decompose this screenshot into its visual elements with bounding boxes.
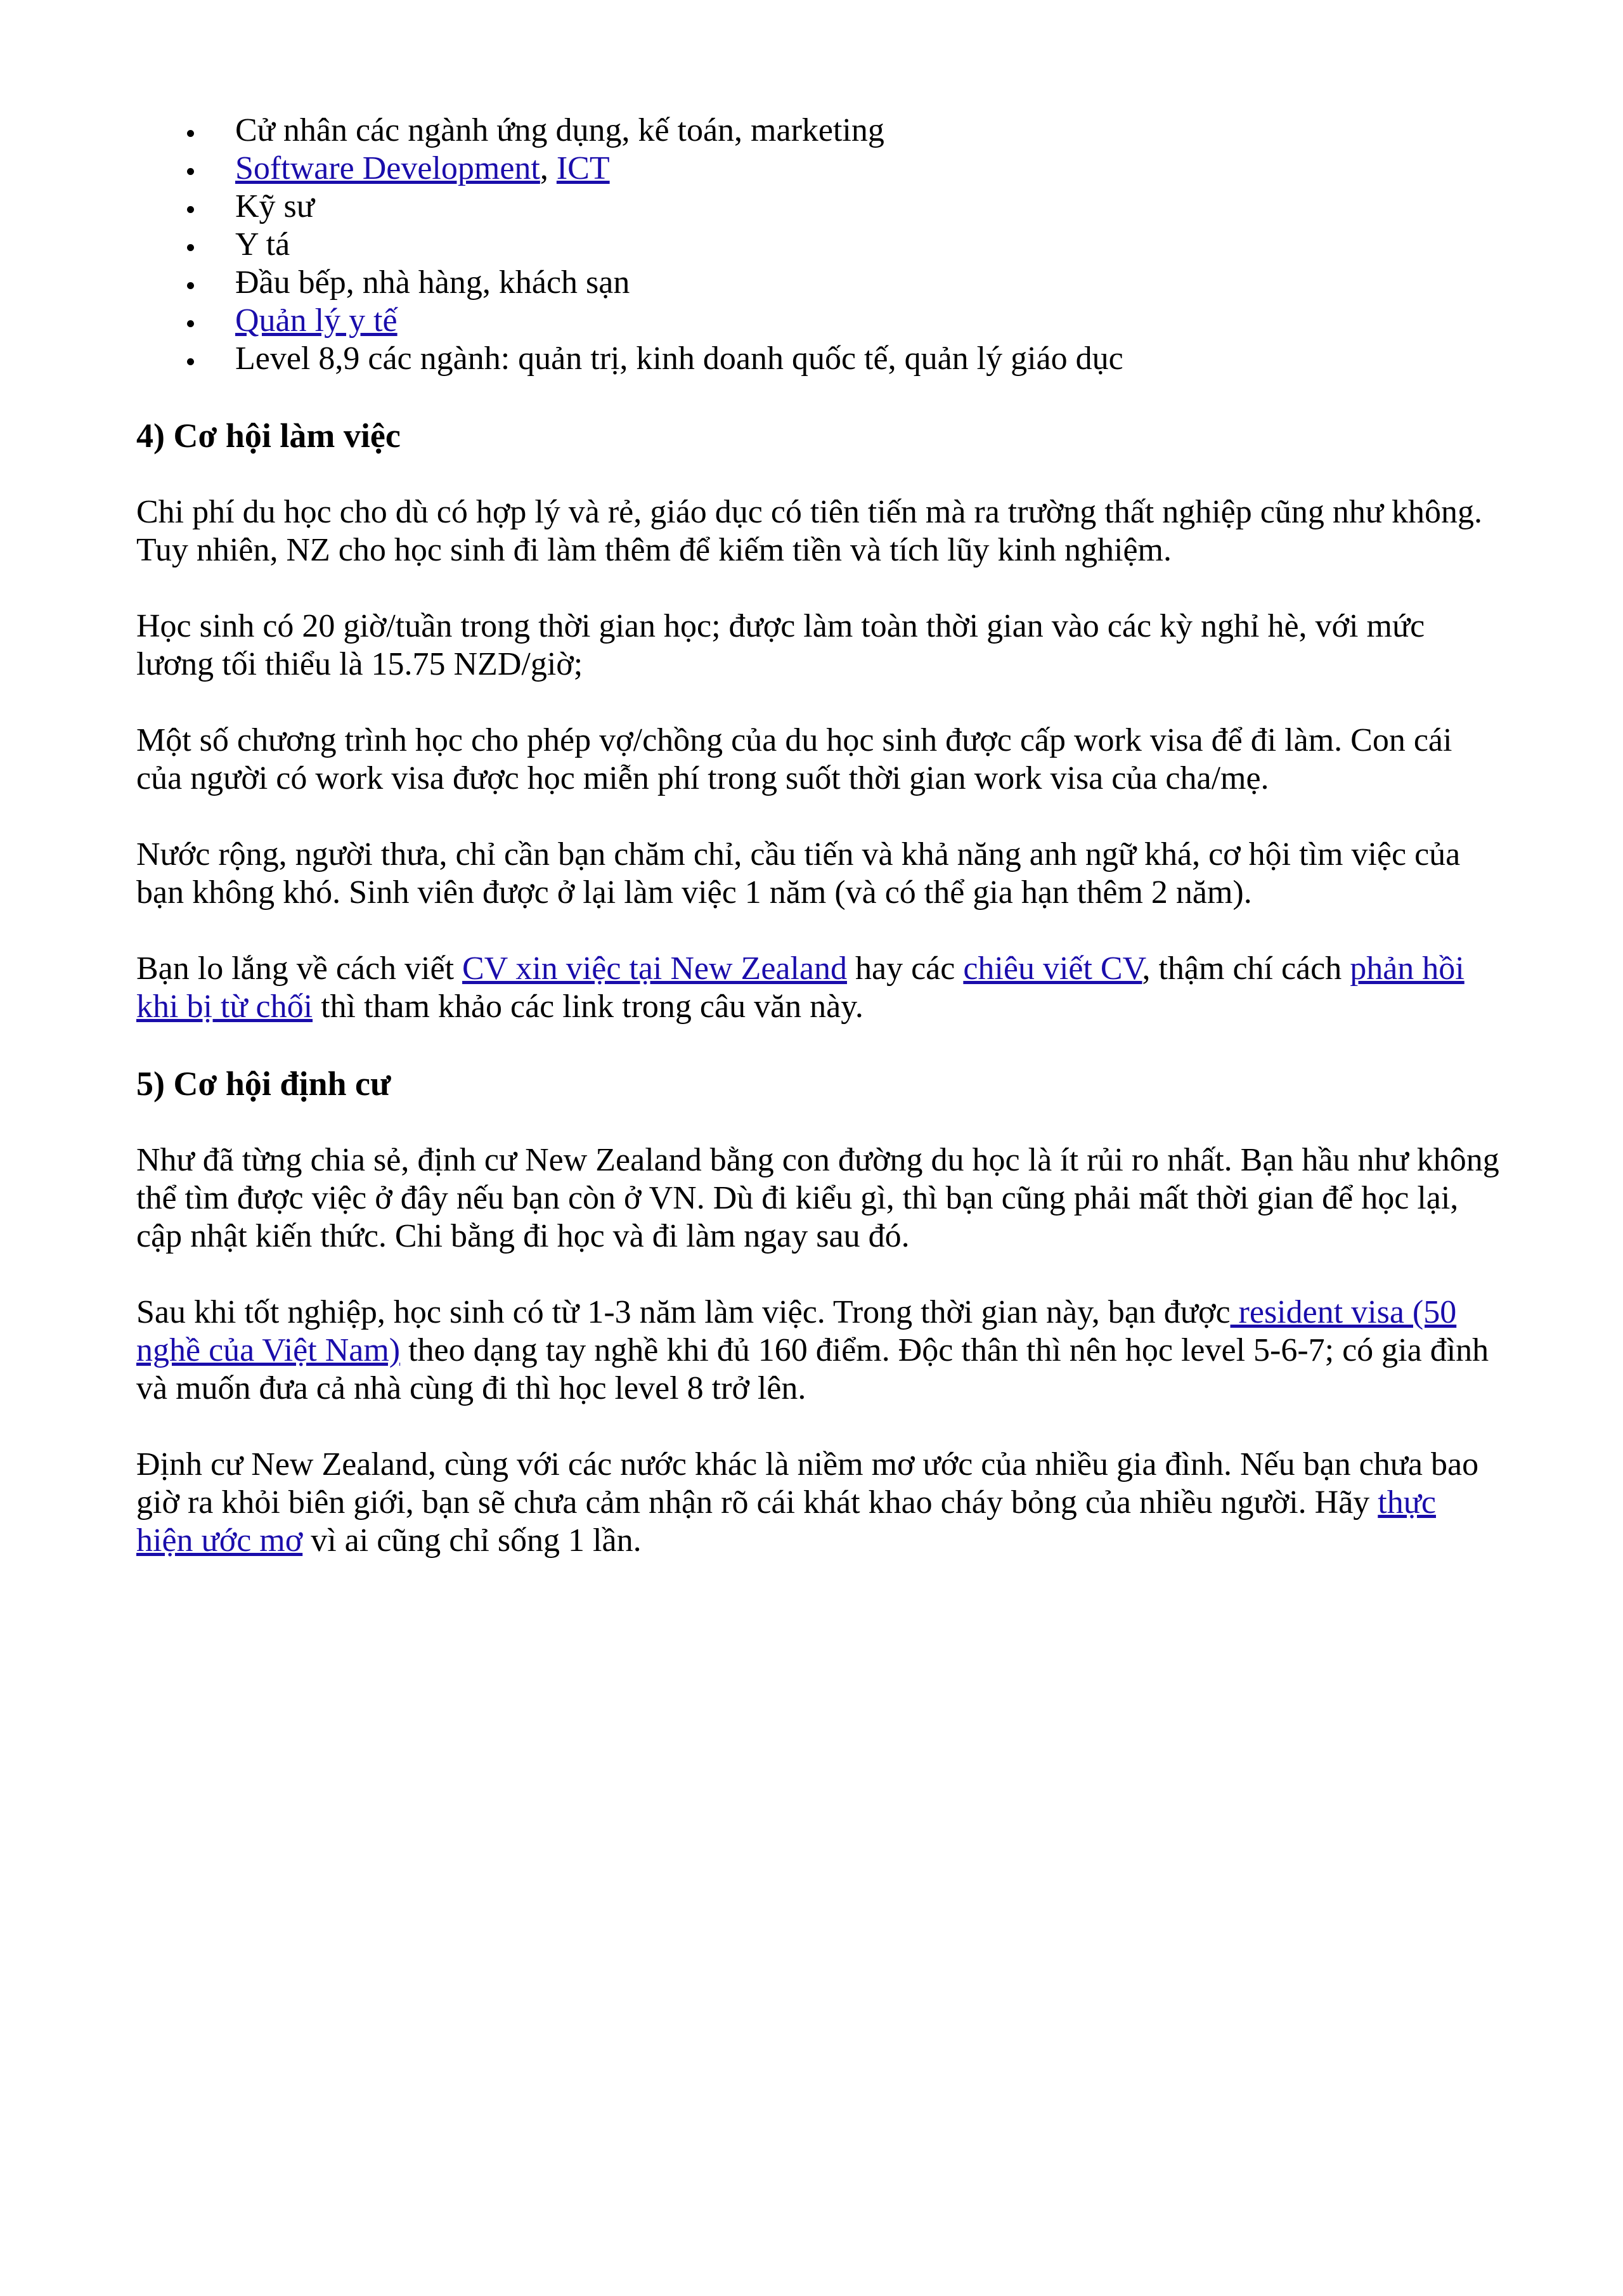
list-item [136,302,1518,340]
paragraph [136,950,1518,1026]
realize-dream-link[interactable]: thực [1378,1484,1436,1521]
resident-visa-link[interactable]: resident visa (50 [1230,1294,1457,1330]
cv-tips-link[interactable]: chiêu viết CV [963,950,1142,987]
paragraph-line: Chi phí du học cho dù có hợp lý và rẻ, giáo dục có tiên tiến mà ra trường thất nghiệp cũng như không. [136,494,1483,530]
section-heading-settlement-opportunity: 5) Cơ hội định cư [136,1065,391,1103]
paragraph-text: Sau khi tốt nghiệp, học sinh có từ 1-3 năm làm việc. Trong thời gian này, bạn được [136,1294,1231,1330]
software-development-link[interactable]: Software Development [235,150,540,186]
document-body [136,112,1518,1560]
paragraph [136,493,1518,569]
ict-link[interactable]: ICT [556,150,610,186]
paragraph-line: Định cư New Zealand, cùng với các nước khác là niềm mơ ước của nhiều gia đình. Nếu bạn chưa bao [136,1446,1479,1482]
paragraph [136,1141,1518,1255]
paragraph-text: vì ai cũng chỉ sống 1 lần. [302,1522,642,1559]
paragraph-line: Nước rộng, người thưa, chỉ cần bạn chăm chỉ, cầu tiến và khả năng anh ngữ khá, cơ hội tìm việc của [136,836,1461,872]
list-separator: , [540,150,557,186]
paragraph-text: giờ ra khỏi biên giới, bạn sẽ chưa cảm nhận rõ cái khát khao cháy bỏng của nhiều người. Hãy [136,1484,1378,1521]
paragraph-line: cập nhật kiến thức. Chi bằng đi học và đi làm ngay sau đó. [136,1218,910,1254]
list-item [136,188,1518,226]
list-item [136,112,1518,150]
paragraph-text: thì tham khảo các link trong câu văn này. [313,989,863,1025]
list-item-text: Kỹ sư [235,188,314,224]
paragraph-line: thể tìm được việc ở đây nếu bạn còn ở VN. Dù đi kiểu gì, thì bạn cũng phải mất thời gian để học lại, [136,1180,1459,1216]
paragraph-line: của người có work visa được học miễn phí trong suốt thời gian work visa của cha/mẹ. [136,760,1269,796]
list-item-text: Level 8,9 các ngành: quản trị, kinh doanh quốc tế, quản lý giáo dục [235,341,1123,377]
realize-dream-link[interactable]: hiện ước mơ [136,1522,303,1559]
list-item-text: Đầu bếp, nhà hàng, khách sạn [235,264,630,301]
paragraph-line: Tuy nhiên, NZ cho học sinh đi làm thêm để kiếm tiền và tích lũy kinh nghiệm. [136,532,1172,568]
paragraph-text: hay các [847,950,964,987]
rejection-response-link[interactable]: phản hồi [1350,950,1465,987]
paragraph-text: , thậm chí cách [1142,950,1350,987]
resident-visa-link[interactable]: nghề của Việt Nam) [136,1332,401,1368]
paragraph [136,1294,1518,1408]
paragraph-line: Một số chương trình học cho phép vợ/chồng của du học sinh được cấp work visa để đi làm. Con cái [136,722,1452,758]
paragraph [136,1446,1518,1560]
list-item-text: Y tá [235,226,290,263]
paragraph-line: Như đã từng chia sẻ, định cư New Zealand bằng con đường du học là ít rủi ro nhất. Bạn hầu như không [136,1142,1499,1178]
list-item [136,226,1518,264]
list-item-text: Cử nhân các ngành ứng dụng, kế toán, marketing [235,112,884,148]
paragraph-text: theo dạng tay nghề khi đủ 160 điểm. Độc thân thì nên học level 5-6-7; có gia đình [400,1332,1489,1368]
career-list [136,112,1518,378]
paragraph-line: Học sinh có 20 giờ/tuần trong thời gian học; được làm toàn thời gian vào các kỳ nghỉ hè, với mức [136,608,1425,644]
list-item [136,150,1518,188]
health-management-link[interactable]: Quản lý y tế [235,302,398,339]
paragraph-line: lương tối thiểu là 15.75 NZD/giờ; [136,646,583,682]
section-heading-work-opportunity: 4) Cơ hội làm việc [136,417,401,455]
paragraph [136,607,1518,684]
list-item [136,264,1518,302]
paragraph-line: bạn không khó. Sinh viên được ở lại làm việc 1 năm (và có thể gia hạn thêm 2 năm). [136,874,1252,911]
paragraph [136,836,1518,912]
paragraph [136,722,1518,798]
paragraph-text: Bạn lo lắng về cách viết [136,950,463,987]
paragraph-line: và muốn đưa cả nhà cùng đi thì học level 8 trở lên. [136,1370,806,1406]
list-item [136,340,1518,378]
cv-new-zealand-link[interactable]: CV xin việc tại New Zealand [462,950,848,987]
rejection-response-link[interactable]: khi bị từ chối [136,989,313,1025]
